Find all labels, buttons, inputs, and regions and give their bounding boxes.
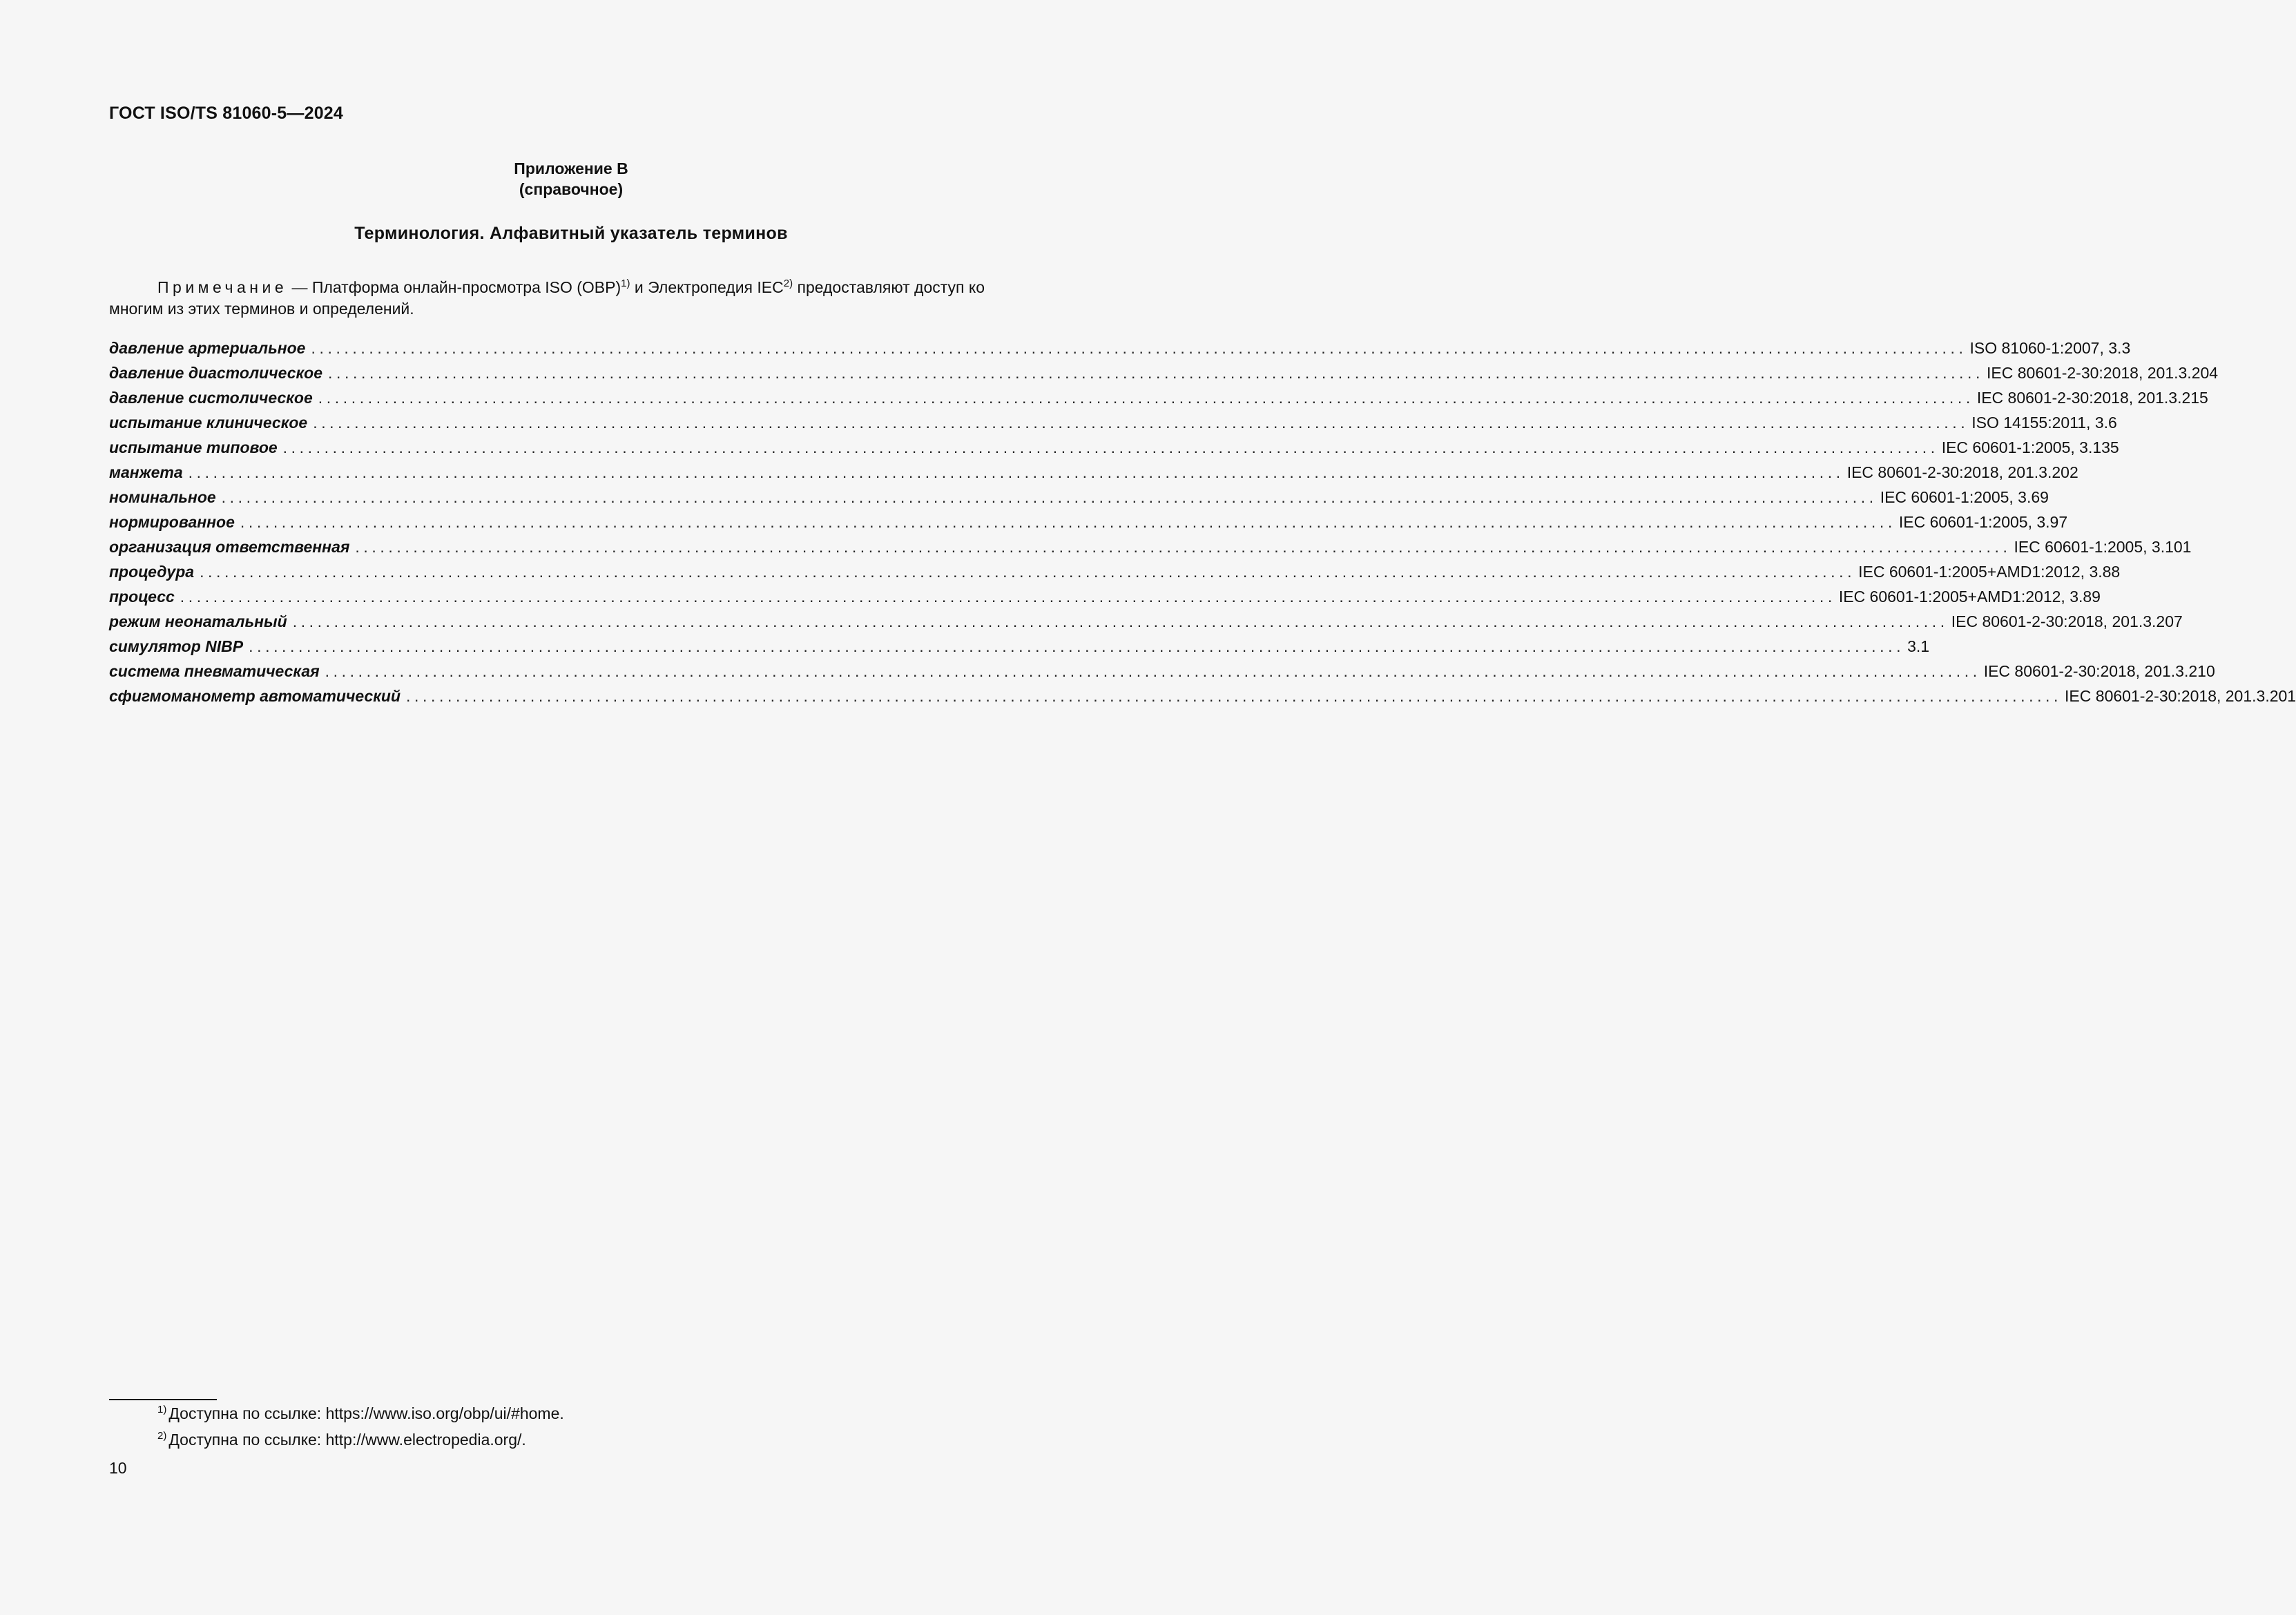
index-entry	[109, 336, 2131, 360]
dot-leader: ........................................................................................................................................................................................................	[328, 364, 1985, 382]
index-reference: IEC 80601-2-30:2018, 201.3.215	[1976, 389, 2208, 407]
dot-leader: ........................................................................................................................................................................................................	[292, 612, 1949, 630]
index-entry	[109, 534, 2192, 559]
index-reference: IEC 80601-2-30:2018, 201.3.202	[1846, 463, 2078, 481]
term-index-list	[109, 336, 2296, 708]
index-term: режим неонатальный	[109, 612, 287, 630]
index-term: нормированное	[109, 513, 235, 531]
note-text-part-3: предоставляют доступ ко многим из этих терминов и определений.	[109, 278, 985, 318]
index-reference: IEC 60601-1:2005+AMD1:2012, 3.89	[1838, 588, 2101, 606]
dot-leader: ........................................................................................................................................................................................................	[325, 662, 1981, 680]
index-entry	[109, 385, 2208, 410]
index-reference: 3.1	[1907, 637, 1930, 655]
dot-leader: ........................................................................................................................................................................................................	[200, 563, 1856, 581]
index-term: давление систолическое	[109, 389, 313, 407]
index-term: манжета	[109, 463, 183, 481]
dot-leader: ........................................................................................................................................................................................................	[282, 438, 1939, 456]
index-reference: IEC 60601-1:2005, 3.69	[1880, 488, 2049, 506]
dot-leader: ........................................................................................................................................................................................................	[188, 463, 1844, 481]
note-paragraph	[109, 277, 1033, 320]
footnote-separator	[109, 1399, 217, 1400]
index-reference: ISO 81060-1:2007, 3.3	[1969, 339, 2131, 357]
dot-leader: ........................................................................................................................................................................................................	[180, 588, 1836, 606]
dot-leader: ........................................................................................................................................................................................................	[311, 339, 1967, 357]
note-text-part-1: — Платформа онлайн-просмотра ISO (OBP)	[287, 278, 621, 296]
document-header: ГОСТ ISO/TS 81060-5—2024	[109, 104, 344, 123]
section-title: Терминология. Алфавитный указатель терминов	[354, 224, 788, 243]
index-entry	[109, 510, 2068, 534]
annex-title: Приложение В	[514, 159, 628, 177]
footnote-ref-1: 1)	[621, 278, 630, 289]
index-reference: IEC 80601-2-30:2018, 201.3.201	[2065, 687, 2296, 705]
footnote-2	[157, 1429, 526, 1450]
index-entry	[109, 684, 2296, 708]
index-term: испытание клиническое	[109, 414, 308, 432]
index-reference: IEC 80601-2-30:2018, 201.3.210	[1983, 662, 2215, 680]
index-entry	[109, 435, 2119, 460]
index-entry	[109, 460, 2078, 485]
index-entry	[109, 360, 2219, 385]
index-entry	[109, 634, 1930, 659]
footnote-mark: 2)	[157, 1430, 167, 1442]
index-reference: IEC 60601-1:2005, 3.135	[1941, 438, 2119, 456]
index-entry	[109, 410, 2117, 435]
index-reference: IEC 80601-2-30:2018, 201.3.207	[1951, 612, 2183, 630]
dot-leader: ........................................................................................................................................................................................................	[313, 414, 1969, 432]
index-reference: IEC 60601-1:2005+AMD1:2012, 3.88	[1858, 563, 2121, 581]
index-term: процесс	[109, 588, 175, 606]
index-entry	[109, 659, 2215, 684]
annex-subtitle: (справочное)	[519, 180, 624, 198]
footnote-text: Доступна по ссылке: https://www.iso.org/obp/ui/#home.	[168, 1404, 564, 1422]
index-term: процедура	[109, 563, 195, 581]
footnote-mark: 1)	[157, 1404, 167, 1415]
index-term: давление диастолическое	[109, 364, 322, 382]
dot-leader: ........................................................................................................................................................................................................	[406, 687, 2063, 705]
index-term: система пневматическая	[109, 662, 320, 680]
footnote-1	[157, 1403, 564, 1424]
index-reference: IEC 60601-1:2005, 3.97	[1898, 513, 2068, 531]
index-reference: IEC 60601-1:2005, 3.101	[2014, 538, 2192, 556]
note-label: Примечание	[157, 278, 288, 296]
dot-leader: ........................................................................................................................................................................................................	[221, 488, 1878, 506]
index-term: номинальное	[109, 488, 216, 506]
dot-leader: ........................................................................................................................................................................................................	[355, 538, 2012, 556]
index-entry	[109, 609, 2183, 634]
footnote-text: Доступна по ссылке: http://www.electropedia.org/.	[168, 1431, 526, 1449]
dot-leader: ........................................................................................................................................................................................................	[318, 389, 1974, 407]
index-term: испытание типовое	[109, 438, 278, 456]
index-entry	[109, 559, 2121, 584]
index-term: сфигмоманометр автоматический	[109, 687, 401, 705]
note-text-part-2: и Электропедия IEC	[630, 278, 784, 296]
page-number: 10	[109, 1459, 127, 1477]
index-reference: ISO 14155:2011, 3.6	[1971, 414, 2117, 432]
dot-leader: ........................................................................................................................................................................................................	[249, 637, 1905, 655]
index-entry	[109, 485, 2049, 510]
index-term: давление артериальное	[109, 339, 306, 357]
index-term: организация ответственная	[109, 538, 350, 556]
index-term: симулятор NIBP	[109, 637, 244, 655]
footnote-ref-2: 2)	[783, 278, 793, 289]
index-reference: IEC 80601-2-30:2018, 201.3.204	[1987, 364, 2219, 382]
index-entry	[109, 584, 2101, 609]
dot-leader: ........................................................................................................................................................................................................	[240, 513, 1896, 531]
